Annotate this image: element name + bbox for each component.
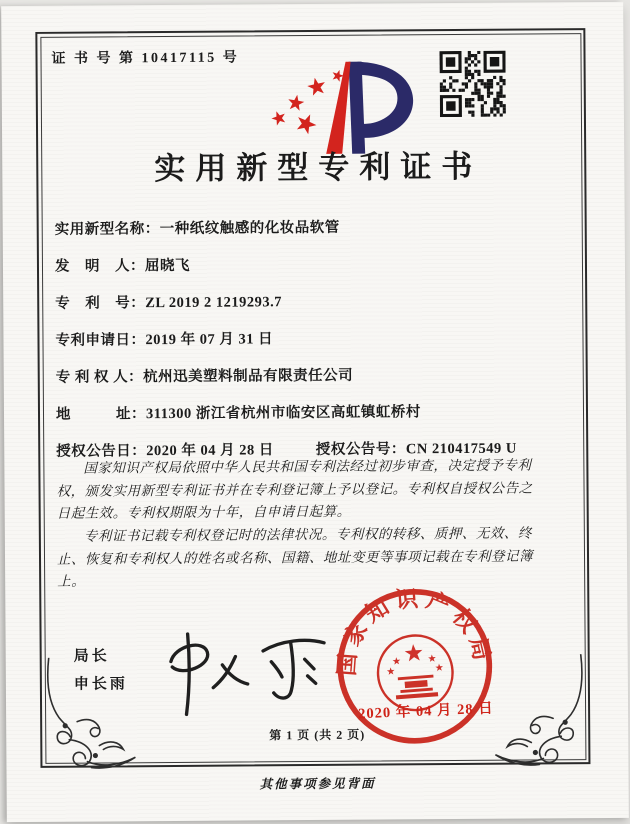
- svg-text:国家知识产权局: [328, 581, 496, 679]
- field-value: 一种纸纹触感的化妆品软管: [159, 219, 340, 238]
- field-inventor: [55, 246, 525, 286]
- field-label: 授权公告号：: [315, 441, 406, 458]
- corner-flourish-icon: [43, 657, 144, 770]
- field-label: 地 址：: [55, 406, 147, 423]
- field-label: 实用新型名称：: [54, 221, 160, 238]
- field-value: ZL 2019 2 1219293.7: [145, 294, 283, 312]
- seal-date: 2020 年 04 月 28 日: [357, 700, 495, 723]
- field-address: [56, 394, 526, 434]
- certificate-number: 证 书 号 第 10417115 号: [51, 50, 240, 67]
- field-value: 2019 年 07 月 31 日: [145, 331, 274, 349]
- certificate-paper: [1, 2, 629, 822]
- commissioner-name: 申长雨: [73, 676, 128, 693]
- paragraph-grant-statement: 国家知识产权局依照中华人民共和国专利法经过初步审查，决定授予专利权，颁发实用新型专利证书并在专利登记簿上予以登记。专利权自授权公告之日起生效。专利权期限为十年，自申请日起算。: [56, 457, 533, 522]
- field-label: 发 明 人：: [54, 258, 146, 275]
- field-value: 杭州迅美塑料制品有限责任公司: [143, 367, 354, 386]
- field-label: 专利申请日：: [55, 332, 146, 349]
- signature-script-icon: [154, 622, 353, 720]
- field-utility-model-name: [55, 209, 525, 249]
- certificate-title: 实用新型专利证书: [154, 148, 483, 187]
- field-value: 屈晓飞: [144, 257, 191, 275]
- qr-code-icon: [439, 51, 505, 117]
- legal-paragraphs: [56, 454, 535, 593]
- field-label: 授权公告日：: [56, 443, 147, 460]
- field-label: 专 利 权 人：: [55, 369, 144, 386]
- field-value: 2020 年 04 月 28 日: [146, 442, 274, 460]
- seal-ring-text: 国家知识产权局: [334, 585, 496, 677]
- commissioner-title: 局长: [73, 648, 110, 665]
- field-label: 专 利 号：: [55, 295, 146, 312]
- field-value: 311300 浙江省杭州市临安区高虹镇虹桥村: [145, 404, 421, 423]
- corner-flourish-icon: [487, 654, 588, 767]
- field-application-date: [55, 320, 525, 360]
- back-side-note: 其他事项参见背面: [259, 776, 376, 792]
- field-patent-number: [55, 283, 525, 323]
- page-number: 第 1 页 (共 2 页): [269, 727, 366, 743]
- field-patentee: [56, 357, 526, 397]
- paragraph-register-statement: 专利证书记载专利权登记时的法律状况。专利权的转移、质押、无效、终止、恢复和专利权人的姓名或名称、国籍、地址变更等事项记载在专利登记簿上。: [56, 525, 534, 590]
- field-list: [55, 209, 527, 471]
- field-value: CN 210417549 U: [405, 440, 517, 458]
